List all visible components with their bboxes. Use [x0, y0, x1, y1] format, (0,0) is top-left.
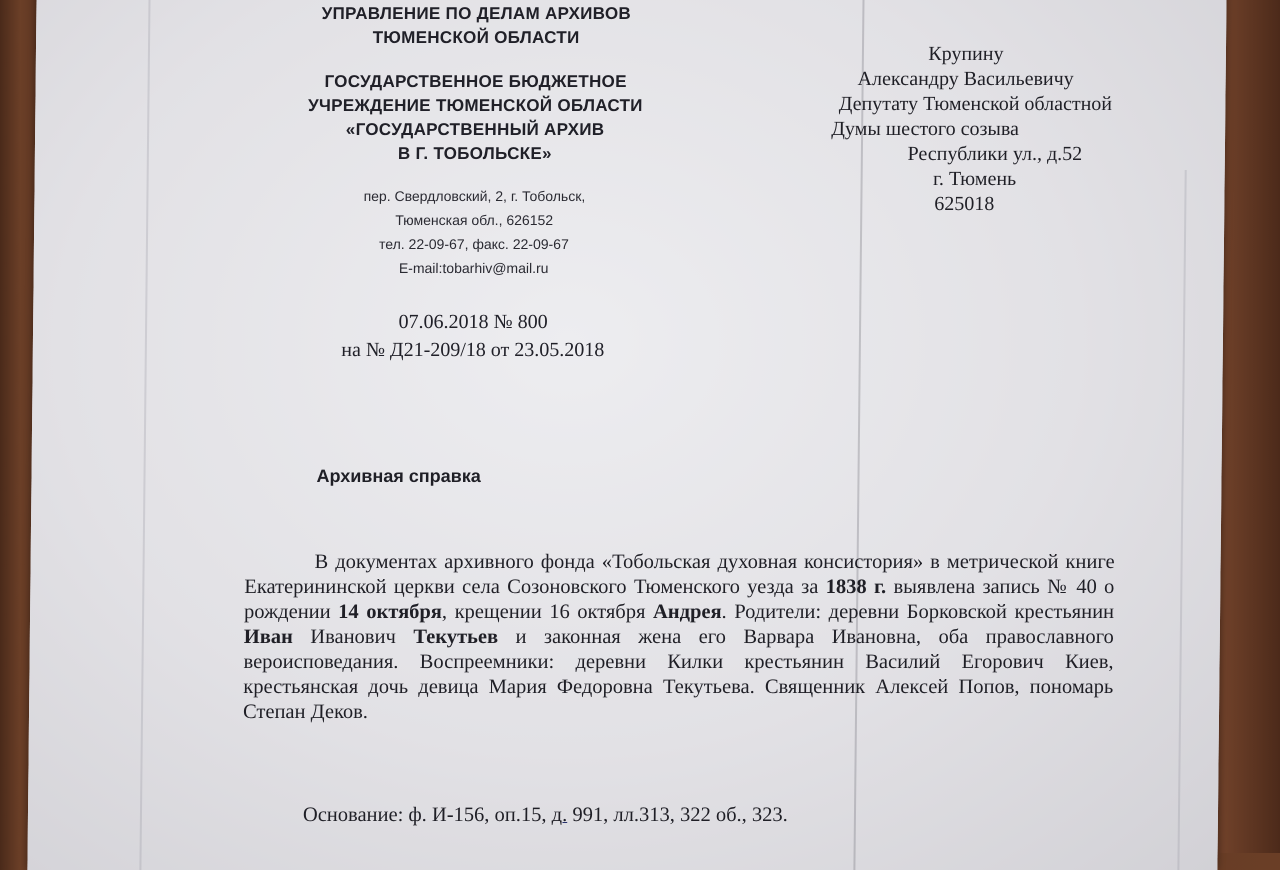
institution-line: «ГОСУДАРСТВЕННЫЙ АРХИВ	[345, 120, 605, 139]
recipient-block	[754, 42, 1176, 217]
address-line: пер. Свердловский, 2, г. Тобольск,	[363, 188, 586, 204]
recipient-line: Думы шестого созыва	[831, 118, 1020, 140]
body-text-bold: 1838 г.	[825, 576, 887, 598]
institution-line: УЧРЕЖДЕНИЕ ТЮМЕНСКОЙ ОБЛАСТИ	[307, 96, 643, 115]
basis-underlined: д.	[551, 804, 568, 826]
body-text-bold: Текутьев	[413, 626, 499, 648]
registration-reference: на № Д21-209/18 от 23.05.2018	[341, 339, 605, 361]
document-basis	[303, 804, 788, 827]
page-crease	[1177, 170, 1186, 870]
sender-institution	[275, 70, 676, 166]
institution-line: В Г. ТОБОЛЬСКЕ»	[397, 144, 552, 163]
registration-date-number: 07.06.2018 № 800	[398, 311, 548, 333]
body-text-run: . Родители: деревни Борковской крестьянин	[721, 601, 1115, 623]
page-crease	[139, 0, 150, 870]
document-title: Архивная справка	[316, 466, 481, 486]
document-body	[243, 550, 1115, 725]
recipient-line: г. Тюмень	[932, 168, 1017, 190]
body-text-bold: Иван	[243, 626, 294, 648]
body-text-run: В документах архивного фонда «Тобольская духовная консистория» в метрической книге Екатерининской церкви села Созоновского Тюменского уезда за	[244, 551, 1115, 598]
body-text-bold: 14 октября	[338, 601, 443, 623]
document-page	[27, 0, 1226, 870]
body-paragraph	[243, 550, 1115, 725]
basis-text: 991, лл.313, 322 об., 323.	[567, 804, 788, 826]
address-line: E-mail:tobarhiv@mail.ru	[398, 260, 549, 276]
body-text-run: Иванович	[292, 626, 414, 648]
basis-text: Основание: ф. И-156, оп.15,	[302, 804, 552, 826]
address-line: Тюменская обл., 626152	[395, 212, 554, 228]
body-text-run: и законная жена его Варвара Ивановна, оба православного вероисповедания. Воспреемники: деревни Килки крестьянин Василий Егорович Киев, крестьянская дочь девица Мария Федоровна Текутьева. Священник Алексей Попов, пономарь Степан Деков.	[242, 626, 1114, 723]
sender-org-line: УПРАВЛЕНИЕ ПО ДЕЛАМ АРХИВОВ	[321, 4, 632, 23]
recipient-line: Крупину	[928, 43, 1004, 65]
recipient-line: Александру Васильевичу	[857, 68, 1074, 90]
sender-org	[276, 2, 677, 50]
recipient-line: 625018	[934, 193, 995, 215]
body-text-run: выявлена запись № 40 о рождении	[243, 576, 1115, 623]
institution-line: ГОСУДАРСТВЕННОЕ БЮДЖЕТНОЕ	[324, 72, 627, 91]
body-text-bold: Андрея	[652, 601, 722, 623]
body-text-run: , крещении 16 октября	[441, 601, 654, 623]
recipient-line: Депутату Тюменской областной	[838, 93, 1113, 115]
sender-address	[274, 184, 675, 280]
recipient-line: Республики ул., д.52	[907, 143, 1083, 165]
address-line: тел. 22-09-67, факс. 22-09-67	[378, 236, 569, 252]
registration-block	[273, 308, 674, 364]
sender-org-line: ТЮМЕНСКОЙ ОБЛАСТИ	[372, 28, 580, 47]
